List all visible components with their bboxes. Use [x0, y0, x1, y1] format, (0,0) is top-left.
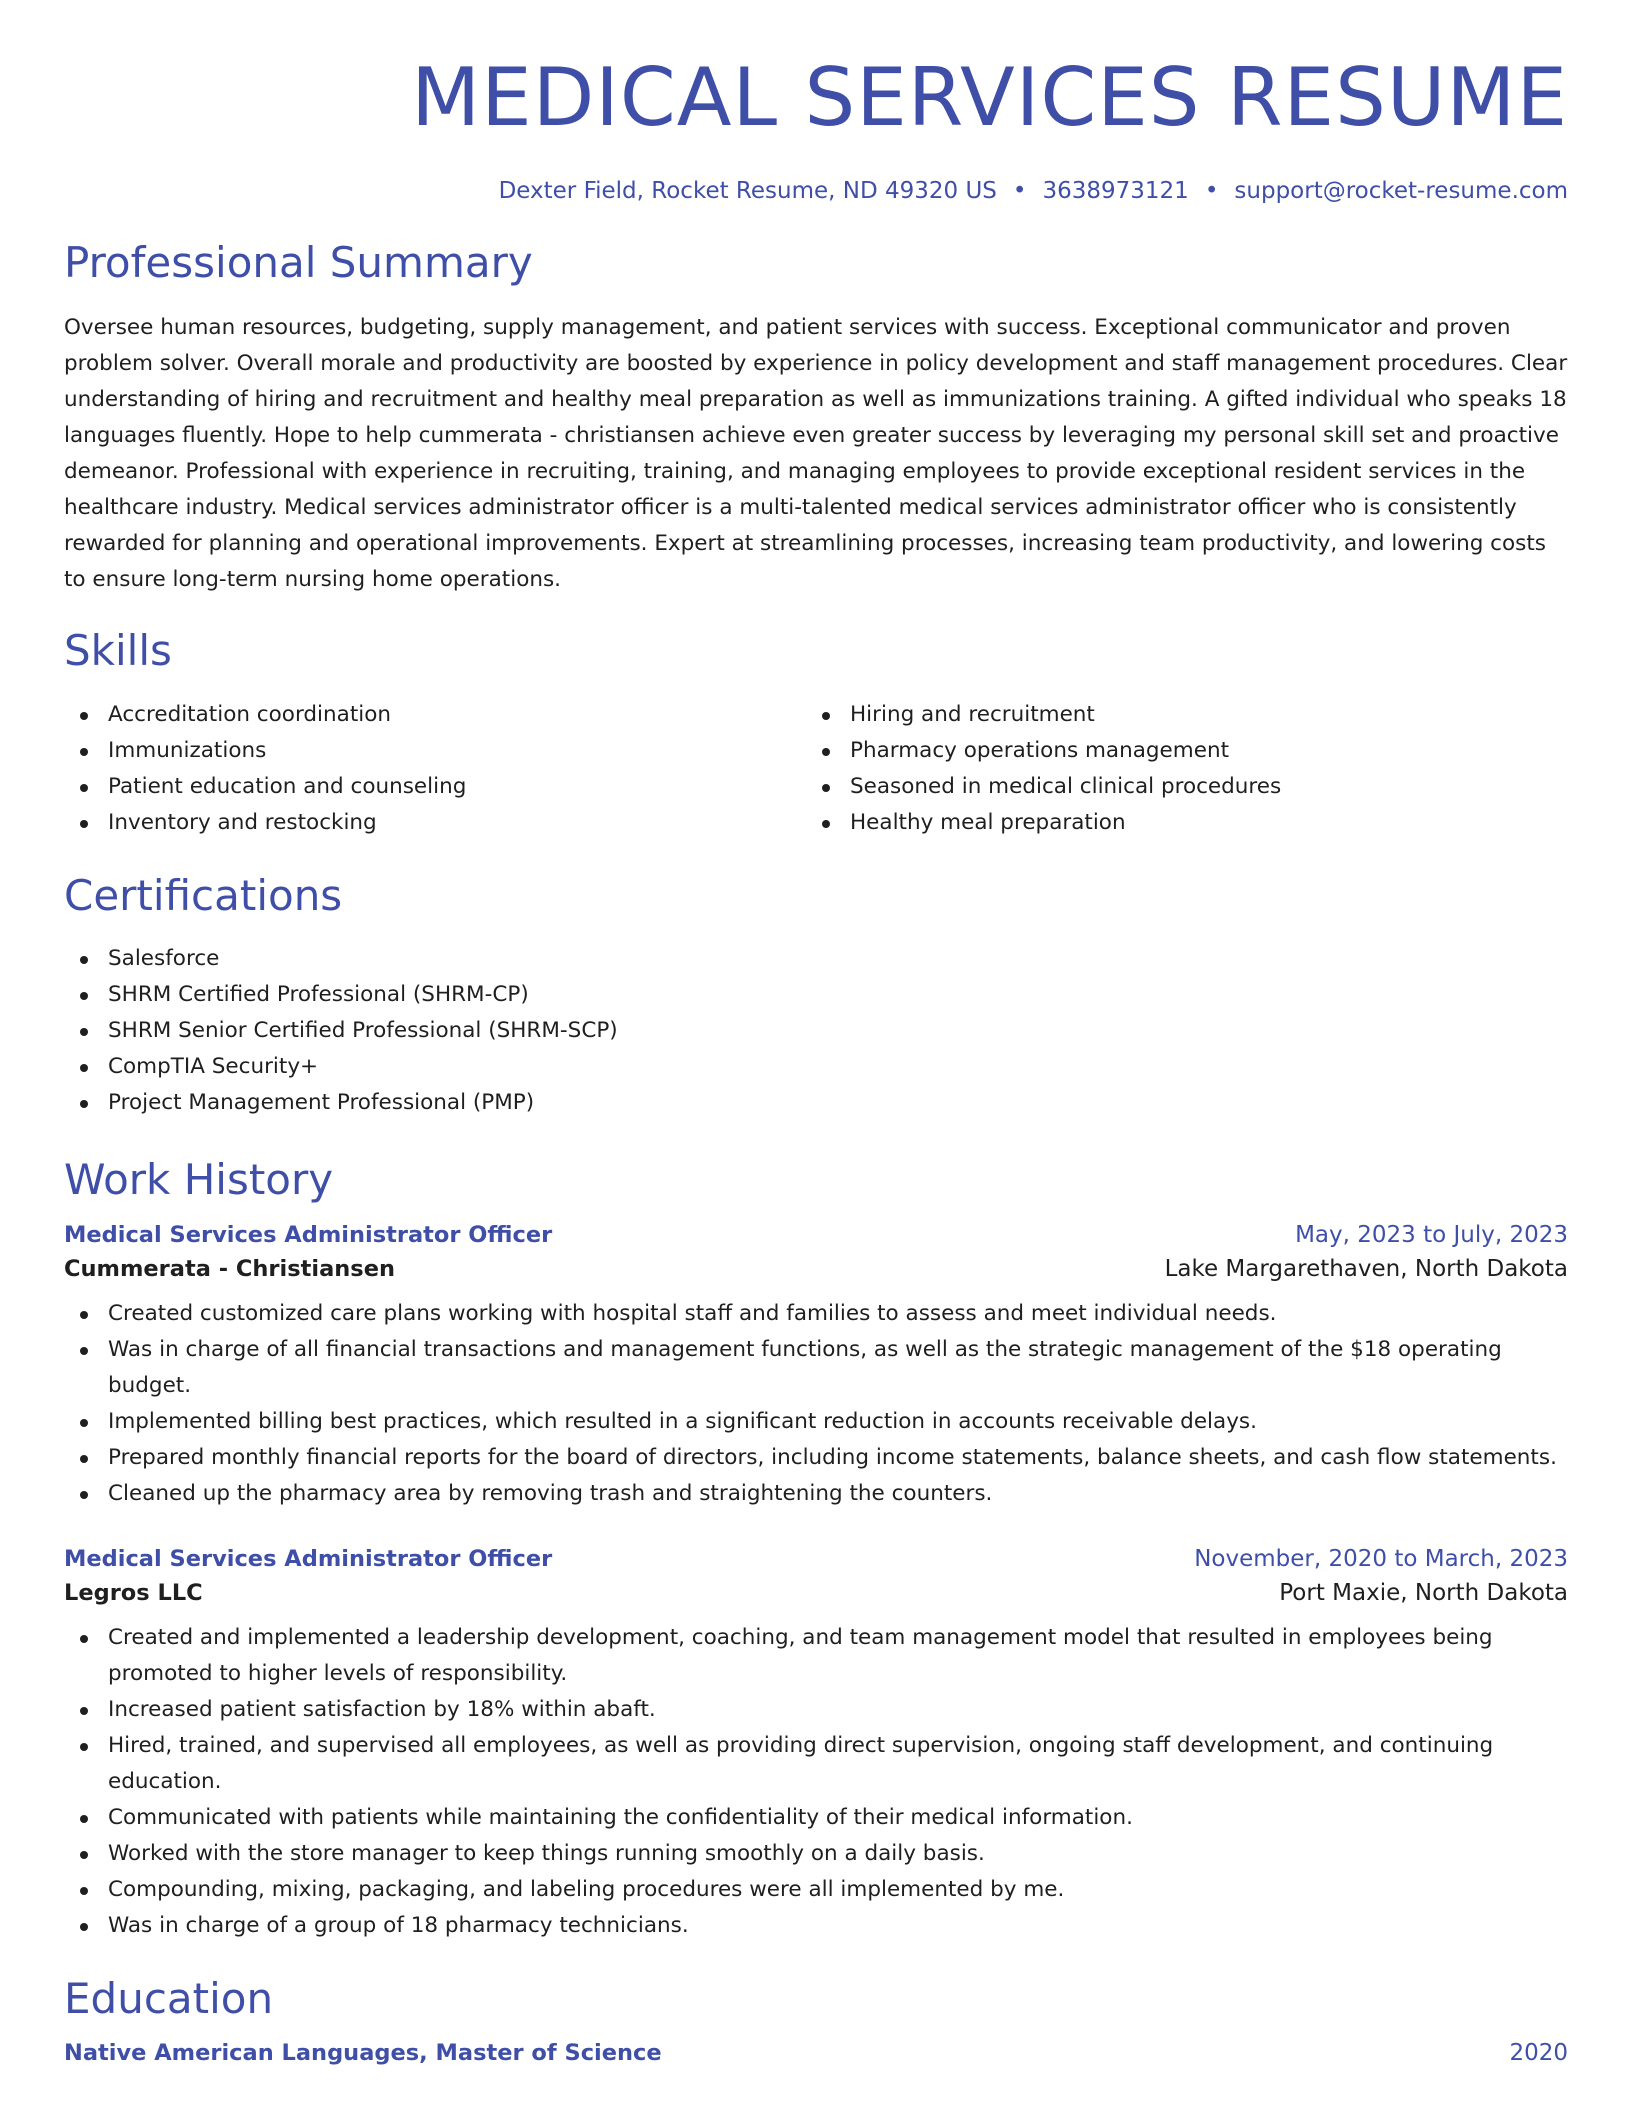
- certification-item: Project Management Professional (PMP): [64, 1085, 1568, 1121]
- job-bullets: [64, 1296, 1568, 1512]
- job-title: Medical Services Administrator Officer: [64, 1545, 553, 1572]
- contact-address: Dexter Field, Rocket Resume, ND 49320 US: [498, 178, 997, 204]
- skills-list-left: [64, 697, 806, 841]
- job-company: Legros LLC: [64, 1579, 203, 1606]
- skill-item: Immunizations: [64, 733, 806, 769]
- job-entry: [64, 1222, 1568, 1512]
- education-heading: Education: [64, 1973, 274, 2023]
- skill-item: Hiring and recruitment: [806, 697, 1548, 733]
- job-bullet: Hired, trained, and supervised all employees, as well as providing direct supervision, ongoing staff development, and continuing education.: [64, 1728, 1568, 1800]
- education-section: [64, 1974, 1568, 2066]
- certification-item: SHRM Certified Professional (SHRM-CP): [64, 977, 1568, 1013]
- education-row: [64, 2040, 1568, 2066]
- job-dates: November, 2020 to March, 2023: [1194, 1545, 1568, 1572]
- skills-heading: Skills: [64, 626, 172, 676]
- certification-item: CompTIA Security+: [64, 1049, 1568, 1085]
- job-bullet: Created and implemented a leadership development, coaching, and team management model that resulted in employees being promoted to higher levels of responsibility.: [64, 1620, 1568, 1692]
- job-title-row: [64, 1546, 1568, 1572]
- skill-item: Accreditation coordination: [64, 697, 806, 733]
- contact-line: [64, 178, 1568, 204]
- summary-text: Oversee human resources, budgeting, supply management, and patient services with success. Exceptional communicator and proven problem solver. Overall morale and productivity are boosted by experience in policy development and staff management procedures. Clear understanding of hiring and recruitment and healthy meal preparation as well as immunizations training. A gifted individual who speaks 18 languages fluently. Hope to help cummerata - christiansen achieve even greater success by leveraging my personal skill set and proactive demeanor. Professional with experience in recruiting, training, and managing employees to provide exceptional resident services in the healthcare industry. Medical services administrator officer is a multi-talented medical services administrator officer who is consistently rewarded for planning and operational improvements. Expert at streamlining processes, increasing team productivity, and lowering costs to ensure long-term nursing home operations.: [64, 315, 1568, 593]
- certification-item: SHRM Senior Certified Professional (SHRM-SCP): [64, 1013, 1568, 1049]
- skills-grid: [64, 697, 1568, 841]
- job-location: Port Maxie, North Dakota: [1279, 1579, 1568, 1606]
- skill-item: Seasoned in medical clinical procedures: [806, 769, 1548, 805]
- job-bullet: Was in charge of all financial transactions and management functions, as well as the strategic management of the $18 operating budget.: [64, 1332, 1568, 1404]
- job-bullet: Cleaned up the pharmacy area by removing trash and straightening the counters.: [64, 1476, 1568, 1512]
- contact-phone: 3638973121: [1042, 178, 1189, 204]
- certifications-heading: Certifications: [64, 870, 343, 920]
- summary-heading: Professional Summary: [64, 238, 533, 287]
- education-degree: Native American Languages, Master of Science: [64, 2039, 662, 2066]
- job-company-row: [64, 1580, 1568, 1606]
- job-bullet: Prepared monthly financial reports for the board of directors, including income statements, balance sheets, and cash flow statements.: [64, 1440, 1568, 1476]
- job-bullets: [64, 1620, 1568, 1944]
- skills-list-right: [806, 697, 1548, 841]
- job-bullet: Compounding, mixing, packaging, and labeling procedures were all implemented by me.: [64, 1872, 1568, 1908]
- job-title-row: [64, 1222, 1568, 1248]
- certifications-section: [64, 871, 1568, 1121]
- skills-section: [64, 626, 1568, 840]
- resume-title: MEDICAL SERVICES RESUME: [411, 51, 1568, 144]
- contact-email: support@rocket-resume.com: [1234, 178, 1568, 204]
- skill-item: Healthy meal preparation: [806, 805, 1548, 841]
- job-bullet: Was in charge of a group of 18 pharmacy technicians.: [64, 1908, 1568, 1944]
- job-bullet: Implemented billing best practices, which resulted in a significant reduction in accounts receivable delays.: [64, 1404, 1568, 1440]
- job-location: Lake Margarethaven, North Dakota: [1164, 1255, 1568, 1282]
- resume-header: [64, 0, 1568, 204]
- job-bullet: Increased patient satisfaction by 18% within abaft.: [64, 1692, 1568, 1728]
- work-history-heading: Work History: [64, 1155, 334, 1205]
- job-bullet: Worked with the store manager to keep things running smoothly on a daily basis.: [64, 1836, 1568, 1872]
- contact-separator: •: [1012, 178, 1027, 204]
- job-bullet: Created customized care plans working with hospital staff and families to assess and meet individual needs.: [64, 1296, 1568, 1332]
- work-history-section: [64, 1155, 1568, 1943]
- job-entry: [64, 1546, 1568, 1944]
- education-year: 2020: [1509, 2039, 1568, 2066]
- skill-item: Pharmacy operations management: [806, 733, 1548, 769]
- job-company: Cummerata - Christiansen: [64, 1255, 395, 1282]
- job-dates: May, 2023 to July, 2023: [1295, 1221, 1568, 1248]
- certification-item: Salesforce: [64, 941, 1568, 977]
- contact-separator: •: [1204, 178, 1219, 204]
- certifications-list: [64, 941, 1568, 1121]
- skill-item: Inventory and restocking: [64, 805, 806, 841]
- job-title: Medical Services Administrator Officer: [64, 1221, 553, 1248]
- summary-section: [64, 238, 1568, 598]
- job-bullet: Communicated with patients while maintaining the confidentiality of their medical information.: [64, 1800, 1568, 1836]
- job-company-row: [64, 1256, 1568, 1282]
- skill-item: Patient education and counseling: [64, 769, 806, 805]
